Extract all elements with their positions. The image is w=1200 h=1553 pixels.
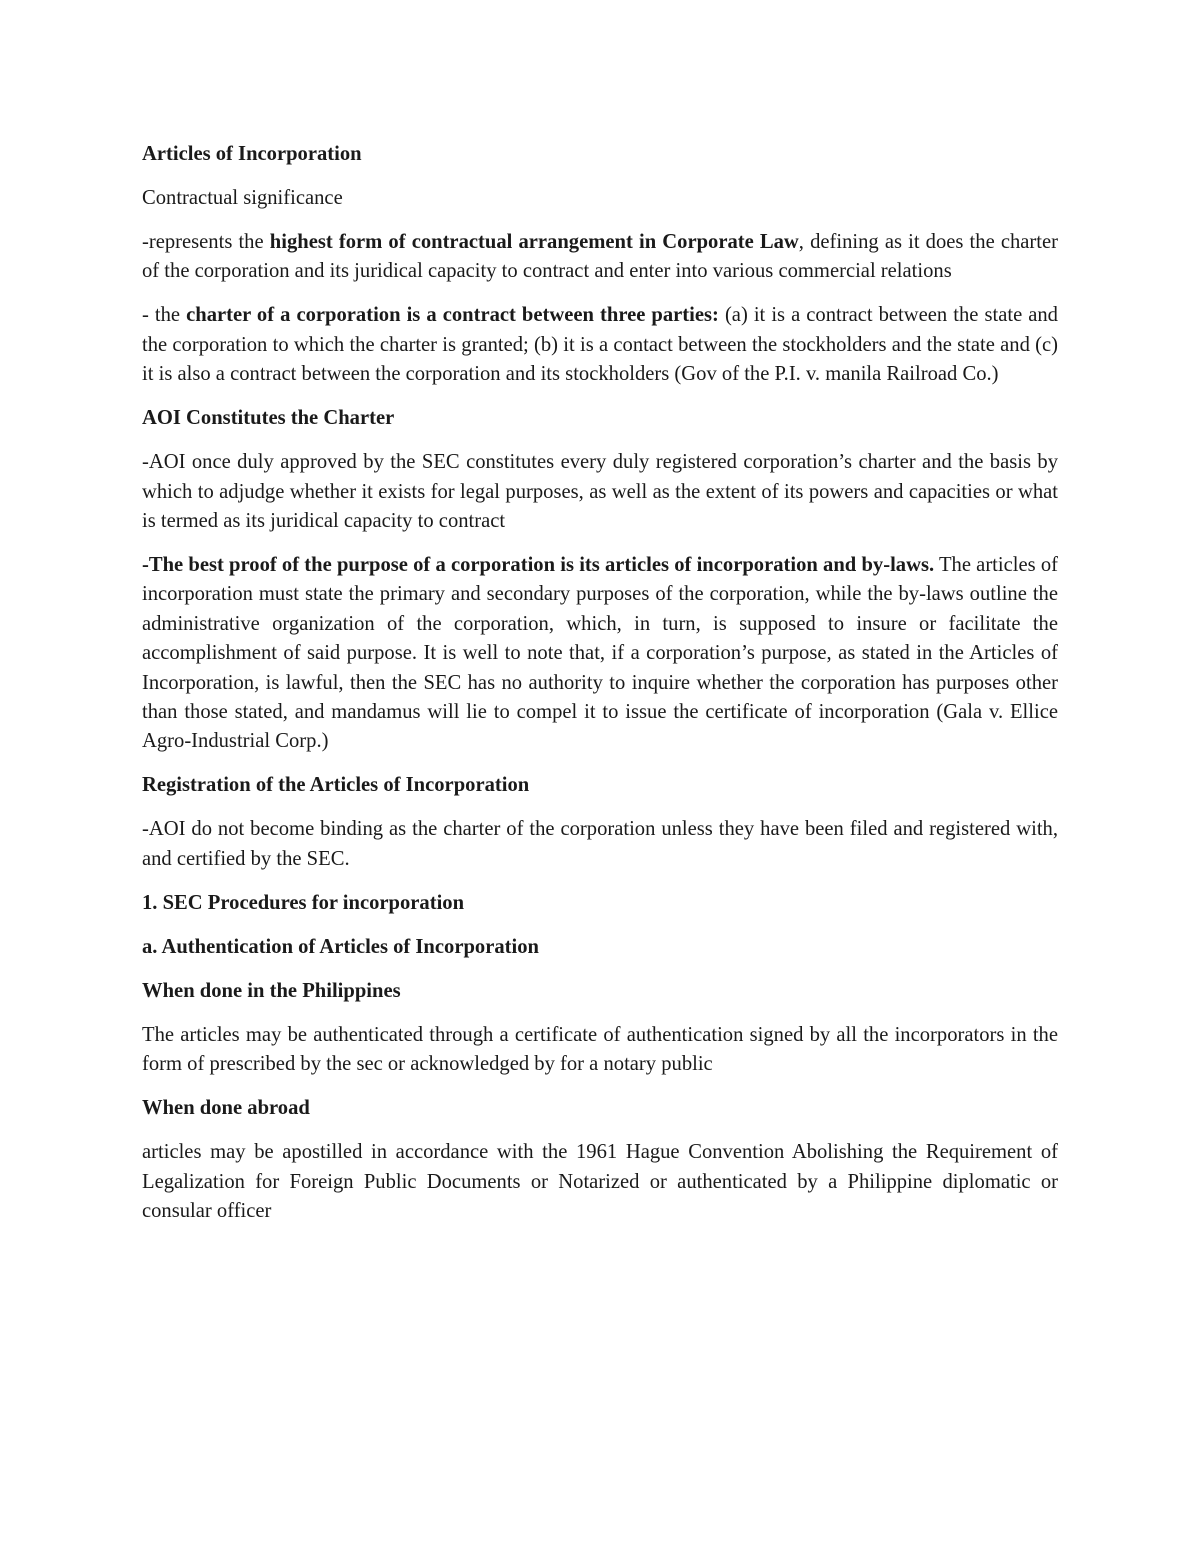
contractual-significance-paragraph-1	[142, 228, 1058, 287]
abroad-heading: When done abroad	[142, 1097, 310, 1120]
sec-procedures-heading: 1. SEC Procedures for incorporation	[142, 891, 465, 914]
philippines-heading: When done in the Philippines	[142, 979, 401, 1002]
aoi-charter-heading: AOI Constitutes the Charter	[142, 407, 395, 430]
bold-text-run: -The best proof of the purpose of a corporation is its articles of incorporation and by-laws.	[142, 554, 935, 577]
text-run: , defining as it does the charter of the corporation and its juridical capacity to contract and enter into various commercial relations	[142, 231, 1058, 283]
document-page	[142, 140, 1058, 1241]
registration-heading: Registration of the Articles of Incorporation	[142, 774, 530, 797]
abroad-paragraph: articles may be apostilled in accordance with the 1961 Hague Convention Abolishing the Requirement of Legalization for Foreign Public Documents or Notarized or authenticated by a Philippine diplomatic or consular officer	[142, 1141, 1058, 1223]
text-run: -represents the	[142, 231, 270, 253]
text-run: - the	[142, 304, 187, 327]
text-run: The articles of incorporation must state the primary and secondary purposes of the corporation, while the by-laws outline the administrative organization of the corporation, which, in turn, is supposed to insure or facilitate the accomplishment of said purpose. It is well to note that, if a corporation’s purpose, as stated in the Articles of Incorporation, is lawful, then the SEC has no authority to inquire whether the corporation has purposes other than those stated, and mandamus will lie to compel it to issue the certificate of incorporation (Gala v. Ellice Agro-Industrial Corp.)	[142, 554, 1058, 753]
authentication-subheading: a. Authentication of Articles of Incorporation	[142, 935, 539, 958]
document-title: Articles of Incorporation	[142, 143, 362, 165]
philippines-paragraph: The articles may be authenticated through a certificate of authentication signed by all the incorporators in the form of prescribed by the sec or acknowledged by for a notary public	[142, 1023, 1058, 1076]
contractual-significance-heading: Contractual significance	[142, 187, 343, 209]
bold-text-run: charter of a corporation is a contract between three parties:	[186, 304, 719, 327]
bold-text-run: highest form of contractual arrangement in Corporate Law	[269, 231, 799, 253]
contractual-significance-paragraph-2	[142, 301, 1058, 389]
text-run: (a) it is a contract between the state and the corporation to which the charter is granted; (b) it is a contact between the stockholders and the state and (c) it is also a contract between the corporation and its stockholders (Gov of the P.I. v. manila Railroad Co.)	[142, 304, 1058, 386]
registration-paragraph: -AOI do not become binding as the charter of the corporation unless they have been filed and registered with, and certified by the SEC.	[142, 818, 1058, 870]
aoi-charter-paragraph-2	[142, 551, 1058, 757]
aoi-charter-paragraph-1: -AOI once duly approved by the SEC constitutes every duly registered corporation’s charter and the basis by which to adjudge whether it exists for legal purposes, as well as the extent of its powers and capacities or what is termed as its juridical capacity to contract	[142, 451, 1058, 533]
